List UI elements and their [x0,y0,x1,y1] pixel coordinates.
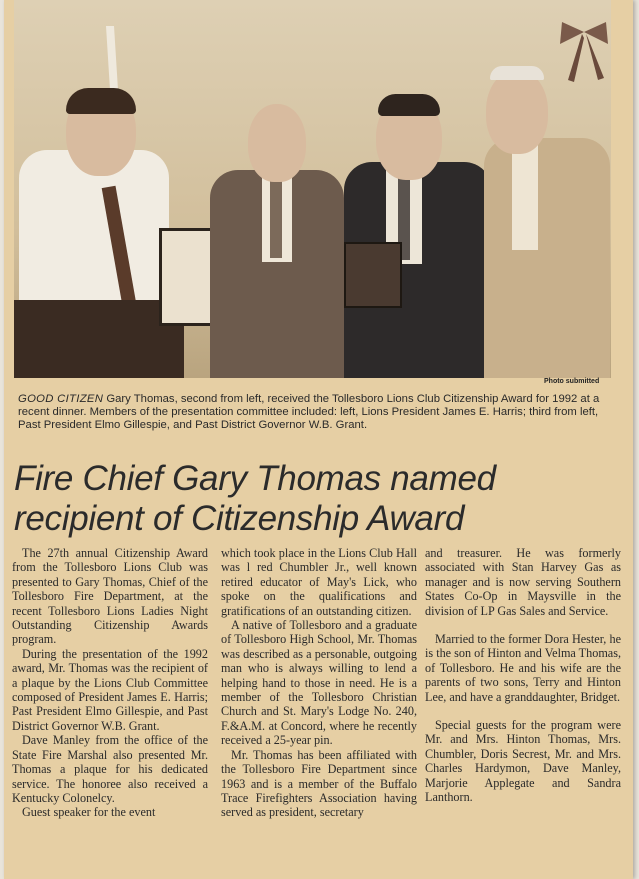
photo-credit: Photo submitted [544,378,600,385]
paragraph: which took place in the Lions Club Hall was l red Chumbler Jr., well known retired educator of May's Lick, who spoke on the qualifications and gratifications of an outstanding citizen. [221,546,417,618]
paragraph: A native of Tollesboro and a graduate of Tollesboro High School, Mr. Thomas was described as a personable, outgoing man who is always willing to lend a helping hand to those in need. He is a member of the Tollesboro Christian Church and St. Mary's Lodge No. 240, F.&A.M. at Concord, where he recently received a 25-year pin. [221,618,417,748]
plaque [344,242,402,308]
ribbon-decoration [92,22,132,92]
article-column-3 [425,546,621,805]
paragraph: Special guests for the program were Mr. and Mrs. Hinton Thomas, Mrs. Chumbler, Doris Secrest, Mr. and Mrs. Charles Hardymon, Dave Manley, Marjorie Applegate and Sandra Lanthorn. [425,718,621,805]
headline: Fire Chief Gary Thomas named recipient of Citizenship Award [14,459,496,538]
bow-decoration [554,14,611,84]
paragraph: Guest speaker for the event [22,805,156,820]
paragraph: and treasurer. He was formerly associated with Stan Harvey Gas as manager and is now serving Southern States Co-Op in Maysville in the division of LP Gas Sales and Service. [425,546,621,618]
paragraph: The 27th annual Citizenship Award from the Tollesboro Lions Club was presented to Gary Thomas, Chief of the Tollesboro Fire Department, at the recent Tollesboro Lions Ladies Night Outstanding Citizenship Awards program. [12,546,208,647]
paragraph: Married to the former Dora Hester, he is the son of Hinton and Velma Thomas, of Tollesboro. He and his wife are the parents of two sons, Terry and Hinton Lee, and have a granddaughter, Bridget. [425,632,621,704]
newspaper-clipping [4,0,633,879]
caption-lead: GOOD CITIZEN [18,393,104,405]
paragraph: During the presentation of the 1992 award, Mr. Thomas was the recipient of a plaque by the Lions Club Committee composed of President James E. Harris; Past President Elmo Gillespie, and Past District Governor W.B. Grant. [12,646,208,733]
paragraph: Mr. Thomas has been affiliated with the Tollesboro Fire Department since 1963 and is a member of the Buffalo Trace Firefighters Association having served as president, secretary [221,747,417,820]
news-photo [14,0,611,378]
photo-caption [18,393,618,432]
paragraph: Dave Manley from the office of the State Fire Marshal also presented Mr. Thomas a plaque for his dedicated service. The honoree also received a Kentucky Colonelcy. [12,733,208,805]
caption-text: Gary Thomas, second from left, received the Tollesboro Lions Club Citizenship Award for 1992 at a recent dinner. Members of the presentation committee included: left, Lions President James E. Harris; third from left, Past President Elmo Gillespie, and Past District Governor W.B. Grant. [18,393,600,431]
article-column-1 [12,546,208,820]
article-column-2 [221,546,417,820]
